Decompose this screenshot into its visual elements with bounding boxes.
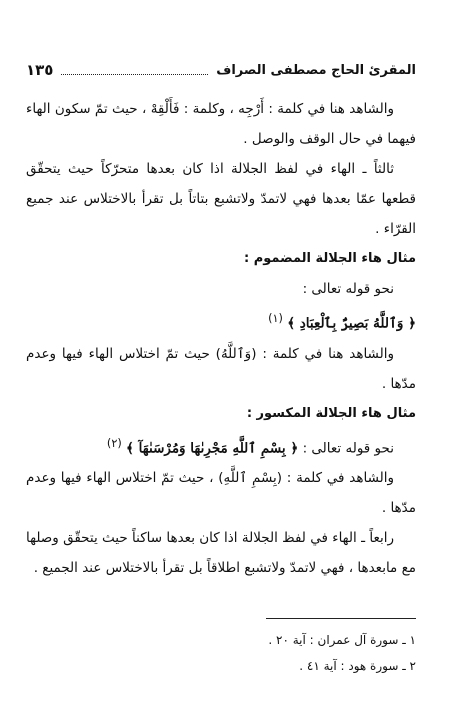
quran-verse-2: ﴿ بِسْمِ ٱللَّهِ مَجْرِىٰهَا وَمُرْسَىٰهَآ ﴾ xyxy=(126,440,299,456)
verse-line-1 xyxy=(26,304,416,339)
footnote-divider xyxy=(266,618,416,619)
page-body xyxy=(26,94,416,583)
footnotes-section xyxy=(26,618,416,679)
verse-intro-2: نحو قوله تعالى : xyxy=(302,440,394,456)
running-title: المقرئ الحاج مصطفى الصراف xyxy=(216,62,416,78)
page-number: ١٣٥ xyxy=(26,61,54,79)
subheading-damma-example: مثال هاء الجلالة المضموم : xyxy=(244,251,416,266)
footnote-ref-2: (٢) xyxy=(106,436,122,450)
paragraph-rule-four: رابعاً ـ الهاء في لفظ الجلالة اذا كان بعدها ساكناً حيث يتحقّق وصلها مع مابعدها ، فهي لاتمدّ ولاتشبع اطلاقاً بل تقرأ بالاختلاس عند الجميع . xyxy=(26,530,416,576)
footnote-ref-1: (١) xyxy=(268,312,283,325)
page-header xyxy=(26,58,416,82)
paragraph-shahid-wallahu: والشاهد هنا في كلمة : (وَٱللَّهُ) حيث تمّ اختلاس الهاء فيها وعدم مدّها . xyxy=(26,345,416,392)
footnote-1: ١ ـ سورة آل عمران : آية ٢٠ . xyxy=(268,633,416,647)
verse-line-2 xyxy=(26,429,416,464)
header-dotted-leader xyxy=(61,66,208,75)
paragraph-rule-three: ثالثاً ـ الهاء في لفظ الجلالة اذا كان بعدها متحرّكاً حيث يتحقّق قطعها عمّا بعدها فهي لاتمدّ ولاتشبع بتاتاً بل تقرأ بالاختلاس عند جميع القرّاء . xyxy=(26,161,416,237)
subheading-kasra-example: مثال هاء الجلالة المكسور : xyxy=(246,405,416,421)
paragraph-shahid-arjih: والشاهد هنا في كلمة : أَرْجِه ، وكلمة : فَأَلْقِهْ ، حيث تمّ سكون الهاء فيهما في حال الوقف والوصل . xyxy=(26,101,416,147)
quran-verse-1: ﴿ وَٱللَّهُ بَصِيرٌۢ بِٱلْعِبَادِ ﴾ xyxy=(287,315,416,332)
verse-intro-1: نحو قوله تعالى : xyxy=(302,281,394,297)
paragraph-shahid-bismillah: والشاهد في كلمة : (بِسْمِ ٱللَّهِ) ، حيث تمّ اختلاس الهاء فيها وعدم مدّها . xyxy=(26,470,416,516)
footnote-2: ٢ ـ سورة هود : آية ٤١ . xyxy=(299,659,416,673)
